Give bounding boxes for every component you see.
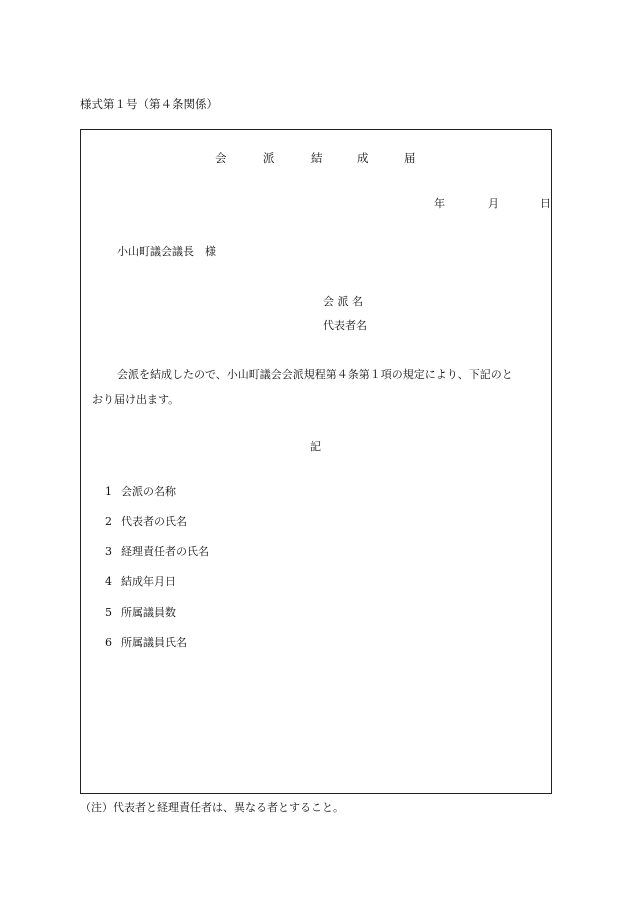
item-label: 結成年月日 — [121, 575, 176, 588]
list-item — [105, 607, 176, 618]
list-item — [105, 546, 209, 557]
date-day: 日 — [540, 197, 551, 210]
date-year: 年 — [434, 197, 445, 210]
item-label: 代表者の氏名 — [121, 515, 187, 528]
list-item — [105, 486, 176, 497]
form-number: 様式第１号（第４条関係） — [80, 97, 218, 111]
item-label: 経理責任者の氏名 — [121, 545, 209, 558]
group-name-label: 会 派 名 — [323, 295, 363, 308]
title-char: 派 — [263, 151, 275, 165]
title-char: 届 — [404, 151, 416, 165]
ki-heading: 記 — [310, 440, 321, 453]
body-text-line-1: 会派を結成したので、小山町議会会派規程第４条第１項の規定により、下記のと — [117, 368, 513, 381]
item-number: 4 — [105, 575, 112, 588]
item-number: 2 — [105, 515, 112, 528]
item-label: 会派の名称 — [121, 485, 176, 498]
item-number: 3 — [105, 545, 112, 558]
addressee: 小山町議会議長 様 — [117, 245, 216, 258]
list-item — [105, 637, 187, 648]
body-text-line-2: おり届け出ます。 — [92, 393, 180, 406]
item-number: 6 — [105, 636, 112, 649]
form-frame — [80, 129, 552, 794]
title-char: 結 — [311, 151, 323, 165]
item-number: 5 — [105, 606, 112, 619]
date-month: 月 — [488, 197, 499, 210]
footnote: （注）代表者と経理責任者は、異なる者とすること。 — [80, 801, 344, 814]
item-number: 1 — [105, 485, 112, 498]
list-item — [105, 516, 187, 527]
list-item — [105, 576, 176, 587]
title-char: 成 — [357, 151, 369, 165]
representative-label: 代表者名 — [323, 319, 367, 332]
item-label: 所属議員氏名 — [121, 636, 187, 649]
item-label: 所属議員数 — [121, 606, 176, 619]
title-char: 会 — [215, 151, 227, 165]
